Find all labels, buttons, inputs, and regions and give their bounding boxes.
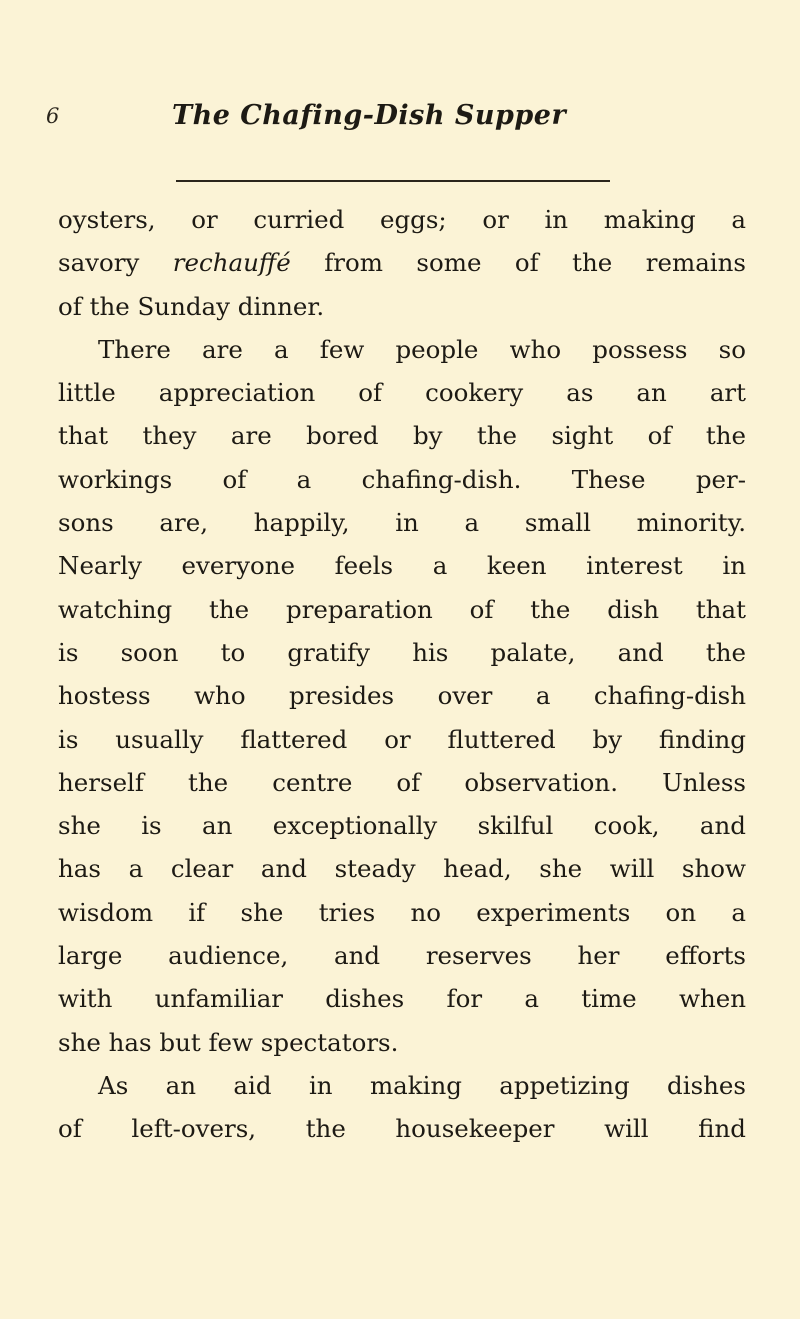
running-head <box>46 100 766 140</box>
text-line: with unfamiliar dishes for a time when <box>58 984 746 1014</box>
text-line: she is an exceptionally skilful cook, and <box>58 811 746 841</box>
text-line: she has but few spectators. <box>58 1027 399 1057</box>
header-rule <box>176 180 610 182</box>
text-line: oysters, or curried eggs; or in making a <box>58 205 746 234</box>
text-line: There are a few people who possess so <box>98 334 746 364</box>
text-line: watching the preparation of the dish that <box>58 594 746 624</box>
text-line: Nearly everyone feels a keen interest in <box>58 551 746 581</box>
text-line: As an aid in making appetizing dishes <box>98 1070 746 1100</box>
text-line: workings of a chafing-dish. These per- <box>58 464 746 494</box>
text-line: wisdom if she tries no experiments on a <box>58 897 746 927</box>
italic-term: rechauffé <box>172 248 291 278</box>
text-line: has a clear and steady head, she will show <box>58 854 746 884</box>
running-title: The Chafing-Dish Supper <box>172 100 567 131</box>
text-line: herself the centre of observation. Unless <box>58 767 746 797</box>
text-fragment: savory <box>58 248 173 278</box>
text-line: little appreciation of cookery as an art <box>58 378 746 408</box>
text-fragment: from some of the remains <box>324 248 746 278</box>
page-number: 6 <box>46 104 60 128</box>
text-line: of the Sunday dinner. <box>58 291 325 321</box>
text-line: large audience, and reserves her efforts <box>58 941 746 971</box>
text-line: that they are bored by the sight of the <box>58 421 746 451</box>
text-line: is soon to gratify his palate, and the <box>58 637 746 667</box>
text-line <box>58 241 746 284</box>
body-text <box>58 198 746 1151</box>
text-line: sons are, happily, in a small minority. <box>58 508 746 538</box>
text-line: is usually flattered or fluttered by finding <box>58 724 746 754</box>
text-line: of left-overs, the housekeeper will find <box>58 1114 746 1144</box>
text-line: hostess who presides over a chafing-dish <box>58 681 746 711</box>
